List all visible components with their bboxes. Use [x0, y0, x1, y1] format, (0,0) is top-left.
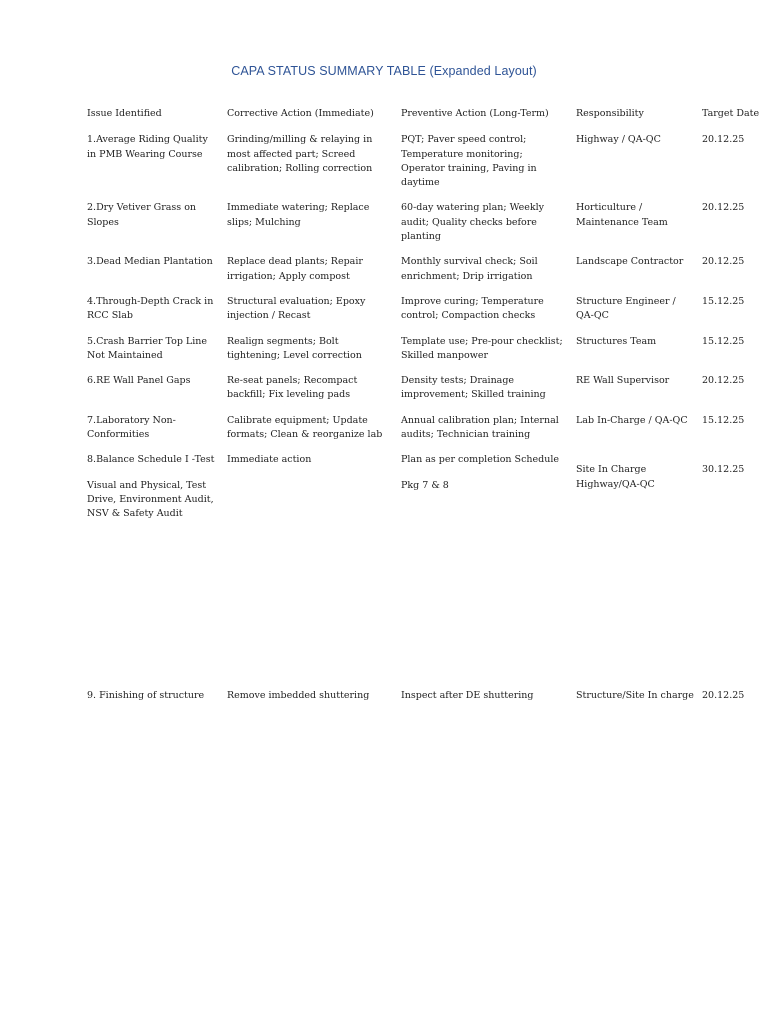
preventive-cell: Monthly survival check; Soil enrichment; Drip irrigation	[401, 256, 538, 282]
corrective-cell: Replace dead plants; Repair irrigation; Apply compost	[227, 256, 363, 282]
target-date-cell: 15.12.25	[702, 295, 745, 307]
responsibility-cell: Structures Team	[576, 335, 657, 347]
responsibility-cell: Horticulture / Maintenance Team	[576, 202, 668, 228]
target-date-cell: 20.12.25	[702, 256, 745, 268]
preventive-cell: Density tests; Drainage improvement; Skilled training	[401, 375, 546, 401]
responsibility-cell: Lab In-Charge / QA-QC	[576, 414, 688, 426]
column-header-responsibility: Responsibility	[576, 108, 644, 119]
column-header-corrective: Corrective Action (Immediate)	[227, 108, 374, 119]
page-title: CAPA STATUS SUMMARY TABLE (Expanded Layout)	[231, 64, 537, 78]
column-header-preventive: Preventive Action (Long-Term)	[401, 108, 549, 119]
table-row	[83, 450, 765, 475]
target-date-cell: 20.12.25	[702, 689, 745, 701]
table-row	[83, 371, 765, 411]
responsibility-cell: Landscape Contractor	[576, 256, 684, 268]
corrective-cell: Re-seat panels; Recompact backfill; Fix leveling pads	[227, 375, 358, 401]
corrective-cell: Structural evaluation; Epoxy injection / Recast	[227, 295, 366, 322]
issue-cell: 2.Dry Vetiver Grass on Slopes	[87, 202, 197, 228]
responsibility-text: Site In Charge Highway/QA-QC	[576, 464, 655, 490]
issue-cell: 8.Balance Schedule I -Test	[87, 454, 215, 466]
corrective-empty-cell	[223, 476, 397, 530]
preventive-cell: Inspect after DE shuttering	[401, 689, 534, 701]
issue-cell: 4.Through-Depth Crack in RCC Slab	[87, 295, 214, 322]
preventive-continuation-cell: Pkg 7 & 8	[401, 479, 449, 491]
corrective-cell: Immediate action	[227, 454, 312, 466]
responsibility-cell	[572, 450, 698, 529]
issue-cell: 5.Crash Barrier Top Line Not Maintained	[87, 335, 208, 361]
issue-cell: 1.Average Riding Quality in PMB Wearing Course	[87, 134, 208, 160]
preventive-cell: Plan as per completion Schedule	[401, 454, 559, 466]
preventive-cell: 60-day watering plan; Weekly audit; Quality checks before planting	[401, 202, 544, 243]
issue-cell: 7.Laboratory Non-Conformities	[87, 414, 176, 441]
table-header-row	[83, 104, 765, 130]
capa-status-table	[83, 104, 765, 711]
corrective-cell: Grinding/milling & relaying in most affected part; Screed calibration; Rolling correction	[227, 134, 373, 174]
target-date-text: 30.12.25	[702, 464, 745, 476]
responsibility-cell: Structure/Site In charge	[576, 689, 694, 701]
corrective-cell: Realign segments; Bolt tightening; Level correction	[227, 335, 362, 361]
target-date-cell	[698, 450, 765, 529]
preventive-cell: Template use; Pre-pour checklist; Skilled manpower	[401, 335, 563, 361]
corrective-cell: Remove imbedded shuttering	[227, 689, 370, 701]
responsibility-cell: Highway / QA-QC	[576, 134, 661, 146]
table-row	[83, 411, 765, 451]
issue-cell: 3.Dead Median Plantation	[87, 256, 213, 268]
preventive-cell: Improve curing; Temperature control; Compaction checks	[401, 295, 544, 322]
responsibility-cell: RE Wall Supervisor	[576, 375, 670, 387]
table-row	[83, 292, 765, 332]
responsibility-cell: Structure Engineer / QA-QC	[576, 295, 676, 322]
target-date-cell: 20.12.25	[702, 202, 745, 214]
corrective-cell: Immediate watering; Replace slips; Mulching	[227, 202, 370, 228]
preventive-cell: PQT; Paver speed control; Temperature monitoring; Operator training, Paving in daytime	[401, 134, 537, 189]
issue-continuation-cell: Visual and Physical, Test Drive, Environment Audit, NSV & Safety Audit	[87, 479, 214, 520]
target-date-cell: 15.12.25	[702, 414, 745, 426]
target-date-cell: 20.12.25	[702, 134, 745, 146]
target-date-cell: 20.12.25	[702, 375, 745, 387]
target-date-cell: 15.12.25	[702, 335, 745, 347]
table-row	[83, 686, 765, 711]
column-header-target-date: Target Date	[702, 108, 760, 119]
blank-spacer-row	[83, 530, 765, 686]
table-row	[83, 130, 765, 198]
corrective-cell: Calibrate equipment; Update formats; Clean & reorganize lab	[227, 414, 383, 441]
preventive-cell: Annual calibration plan; Internal audits; Technician training	[401, 414, 559, 441]
column-header-issue: Issue Identified	[87, 108, 162, 119]
issue-cell: 9. Finishing of structure	[87, 689, 205, 701]
table-row	[83, 198, 765, 252]
issue-cell: 6.RE Wall Panel Gaps	[87, 375, 191, 387]
table-row	[83, 252, 765, 292]
table-row	[83, 332, 765, 372]
